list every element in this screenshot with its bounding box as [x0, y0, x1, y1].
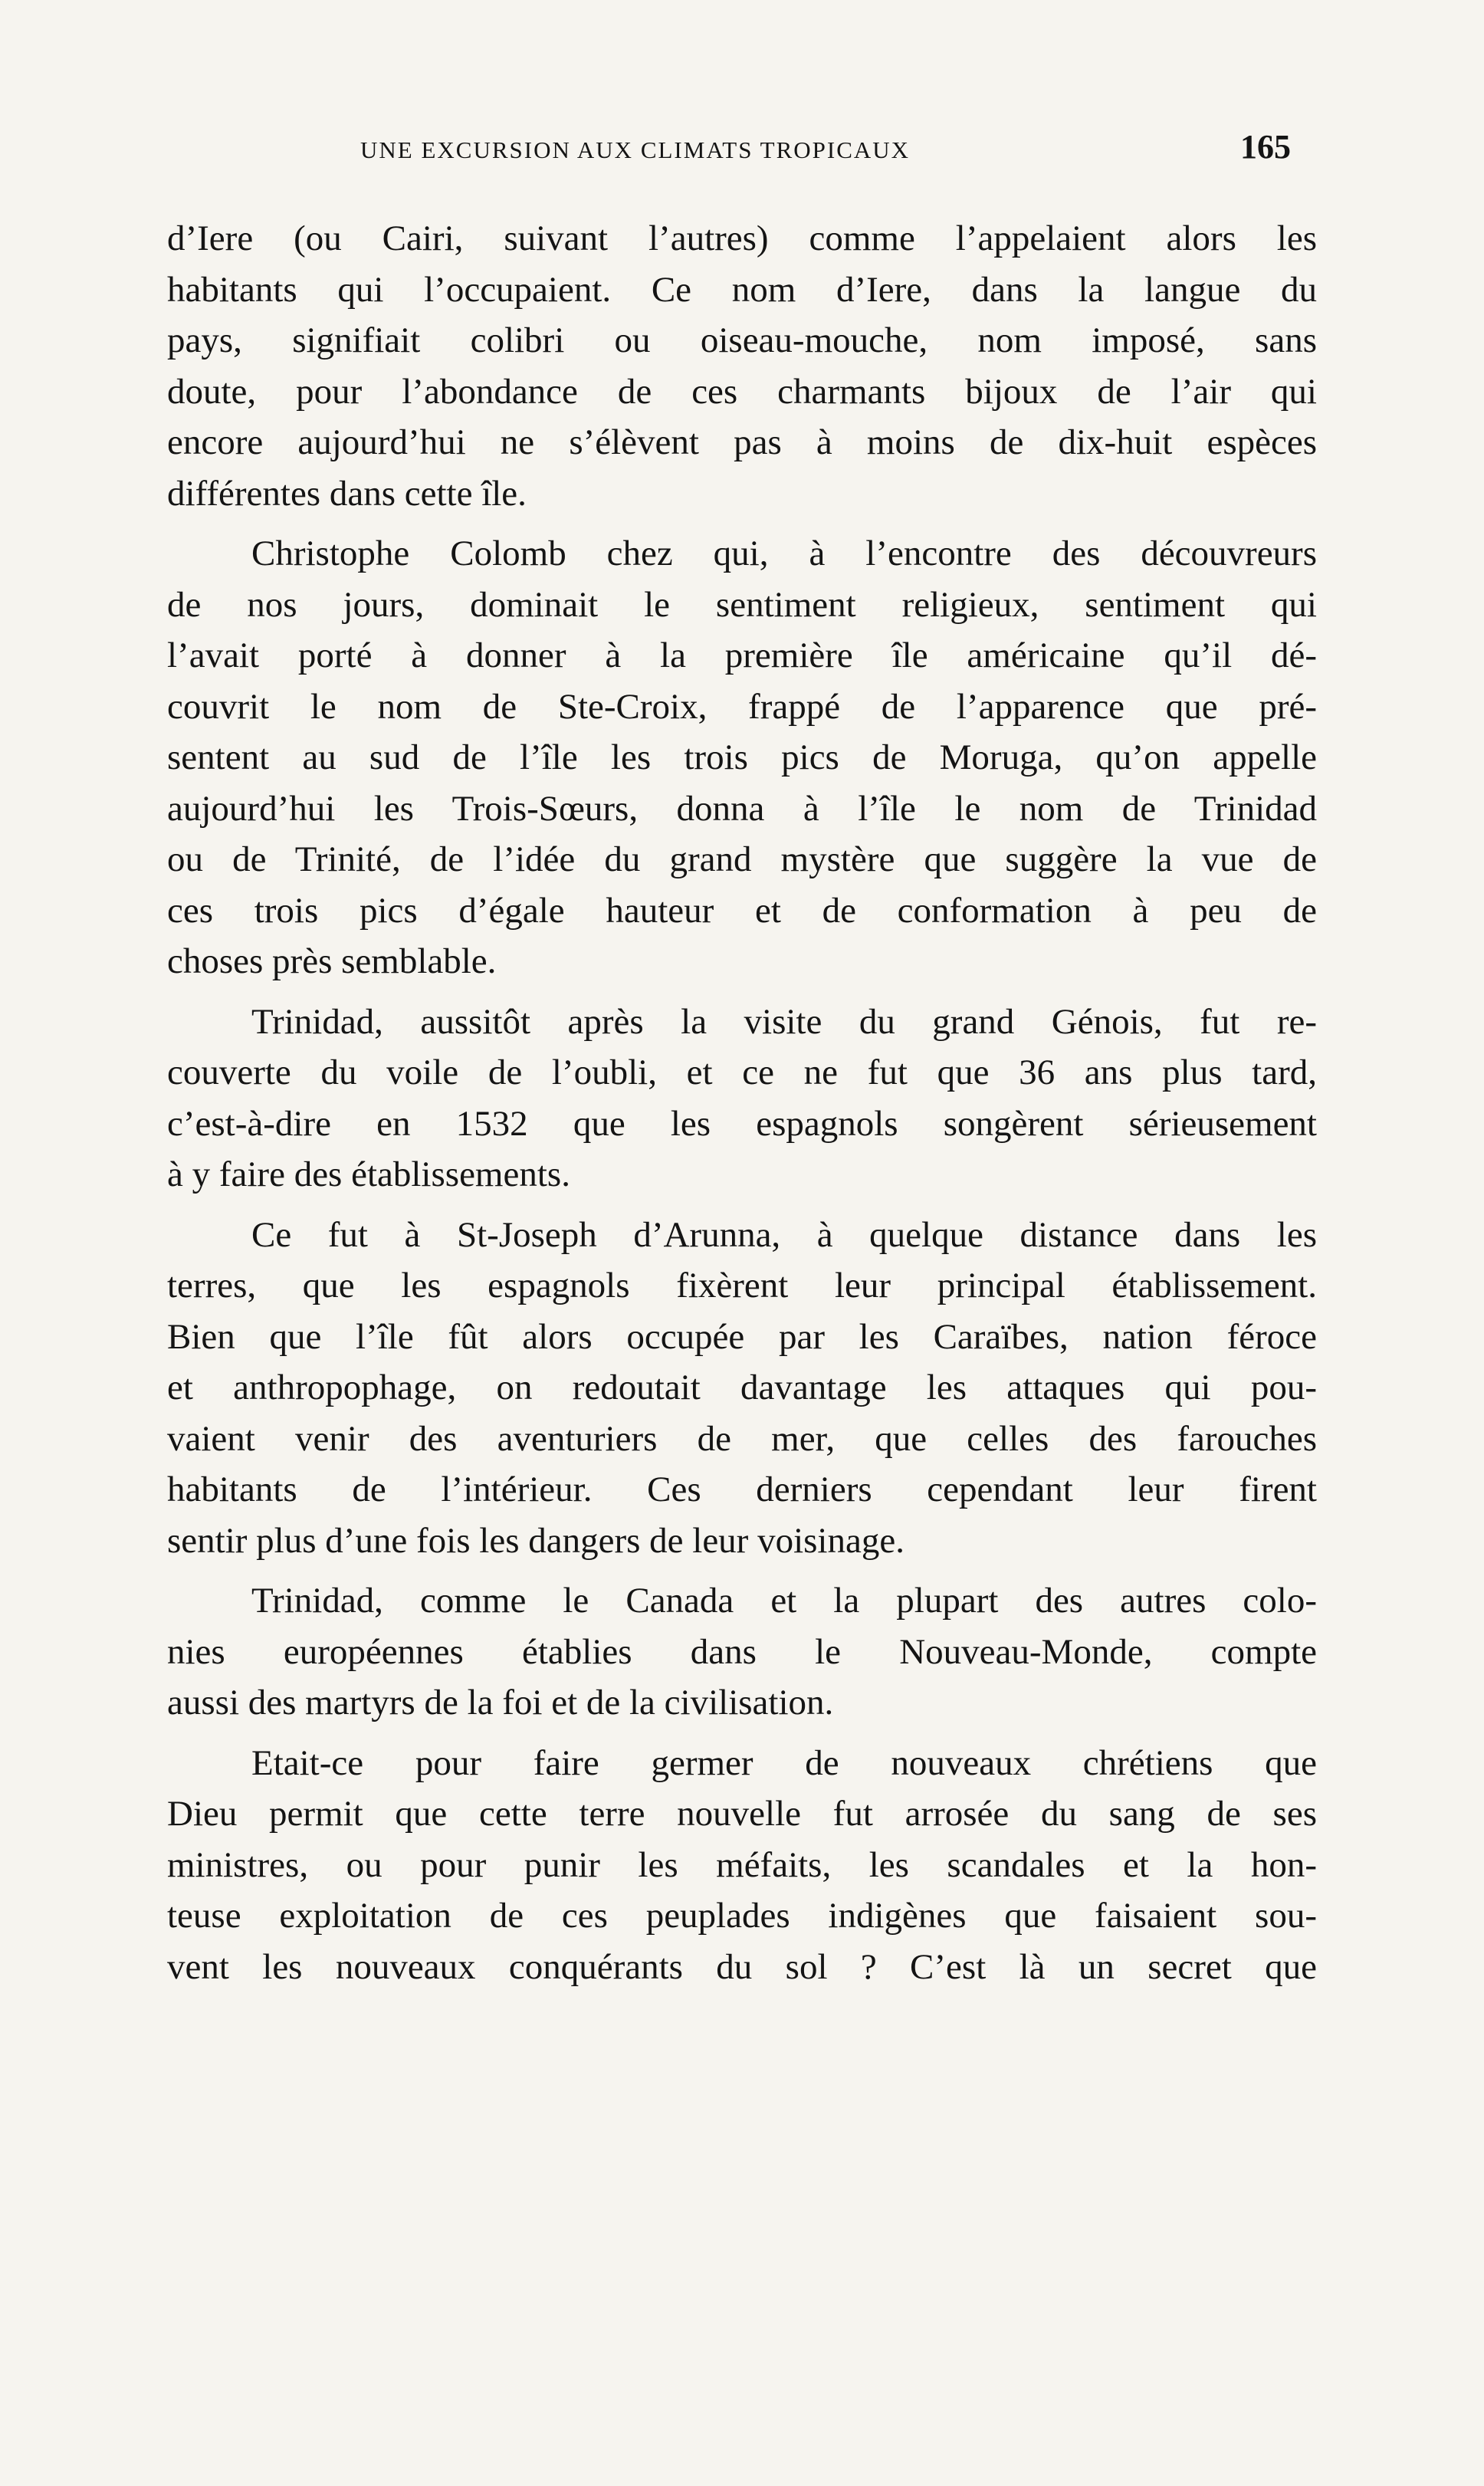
- text-line: aussi des martyrs de la foi et de la civilisation.: [167, 1683, 834, 1722]
- text-line: différentes dans cette île.: [167, 473, 527, 514]
- text-line: sentent au sud de l’île les trois pics de Moruga, qu’on appelle: [167, 737, 1317, 777]
- text-line: encore aujourd’hui ne s’élèvent pas à moins de dix-huit espèces: [167, 422, 1317, 462]
- text-line: couverte du voile de l’oubli, et ce ne fut que 36 ans plus tard,: [167, 1053, 1317, 1092]
- text-line: nies européennes établies dans le Nouveau-Monde, compte: [167, 1631, 1317, 1672]
- text-line: aujourd’hui les Trois-Sœurs, donna à l’île le nom de Trinidad: [167, 788, 1317, 829]
- text-line: Ce fut à St-Joseph d’Arunna, à quelque distance dans les: [251, 1214, 1317, 1255]
- text-line: doute, pour l’abondance de ces charmants bijoux de l’air qui: [167, 371, 1317, 412]
- text-line: Etait-ce pour faire germer de nouveaux chrétiens que: [251, 1742, 1317, 1783]
- text-line: Bien que l’île fût alors occupée par les Caraïbes, nation féroce: [167, 1316, 1317, 1357]
- text-line: Trinidad, aussitôt après la visite du grand Génois, fut re-: [251, 1001, 1317, 1042]
- text-line: choses près semblable.: [167, 941, 497, 981]
- paragraph-4: [167, 1210, 1317, 1567]
- text-line: c’est-à-dire en 1532 que les espagnols songèrent sérieusement: [167, 1103, 1317, 1144]
- text-line: Dieu permit que cette terre nouvelle fut arrosée du sang de ses: [167, 1794, 1317, 1834]
- body-text: [167, 213, 1317, 2002]
- text-line: Christophe Colomb chez qui, à l’encontre des découvreurs: [251, 534, 1317, 573]
- text-line: de nos jours, dominait le sentiment religieux, sentiment qui: [167, 584, 1317, 625]
- paragraph-3: [167, 997, 1317, 1200]
- text-line: ou de Trinité, de l’idée du grand mystère que suggère la vue de: [167, 839, 1317, 879]
- text-line: Trinidad, comme le Canada et la plupart des autres colo-: [251, 1581, 1317, 1621]
- text-line: pays, signifiait colibri ou oiseau-mouche, nom imposé, sans: [167, 320, 1317, 360]
- running-head: UNE EXCURSION AUX CLIMATS TROPICAUX: [360, 136, 911, 163]
- text-line: et anthropophage, on redoutait davantage les attaques qui pou-: [167, 1368, 1317, 1407]
- text-line: ministres, ou pour punir les méfaits, les scandales et la hon-: [167, 1844, 1317, 1885]
- text-line: teuse exploitation de ces peuplades indigènes que faisaient sou-: [167, 1896, 1317, 1936]
- paragraph-5: [167, 1575, 1317, 1729]
- paragraph-2: [167, 528, 1317, 987]
- text-line: l’avait porté à donner à la première île américaine qu’il dé-: [167, 635, 1317, 675]
- text-line: vaient venir des aventuriers de mer, que celles des farouches: [167, 1418, 1317, 1459]
- text-line: ces trois pics d’égale hauteur et de conformation à peu de: [167, 890, 1317, 931]
- paragraph-1: [167, 213, 1317, 519]
- text-line: habitants de l’intérieur. Ces derniers cependant leur firent: [167, 1470, 1317, 1509]
- paragraph-6: [167, 1738, 1317, 1993]
- text-line: vent les nouveaux conquérants du sol ? C’est là un secret que: [167, 1946, 1317, 1987]
- text-line: habitants qui l’occupaient. Ce nom d’Iere, dans la langue du: [167, 269, 1317, 310]
- page-number: 165: [1240, 128, 1291, 166]
- text-line: couvrit le nom de Ste-Croix, frappé de l’apparence que pré-: [167, 686, 1317, 727]
- text-line: sentir plus d’une fois les dangers de leur voisinage.: [167, 1520, 905, 1561]
- text-line: terres, que les espagnols fixèrent leur principal établissement.: [167, 1266, 1317, 1305]
- text-line: à y faire des établissements.: [167, 1154, 570, 1194]
- text-line: d’Iere (ou Cairi, suivant l’autres) comme l’appelaient alors les: [167, 218, 1317, 258]
